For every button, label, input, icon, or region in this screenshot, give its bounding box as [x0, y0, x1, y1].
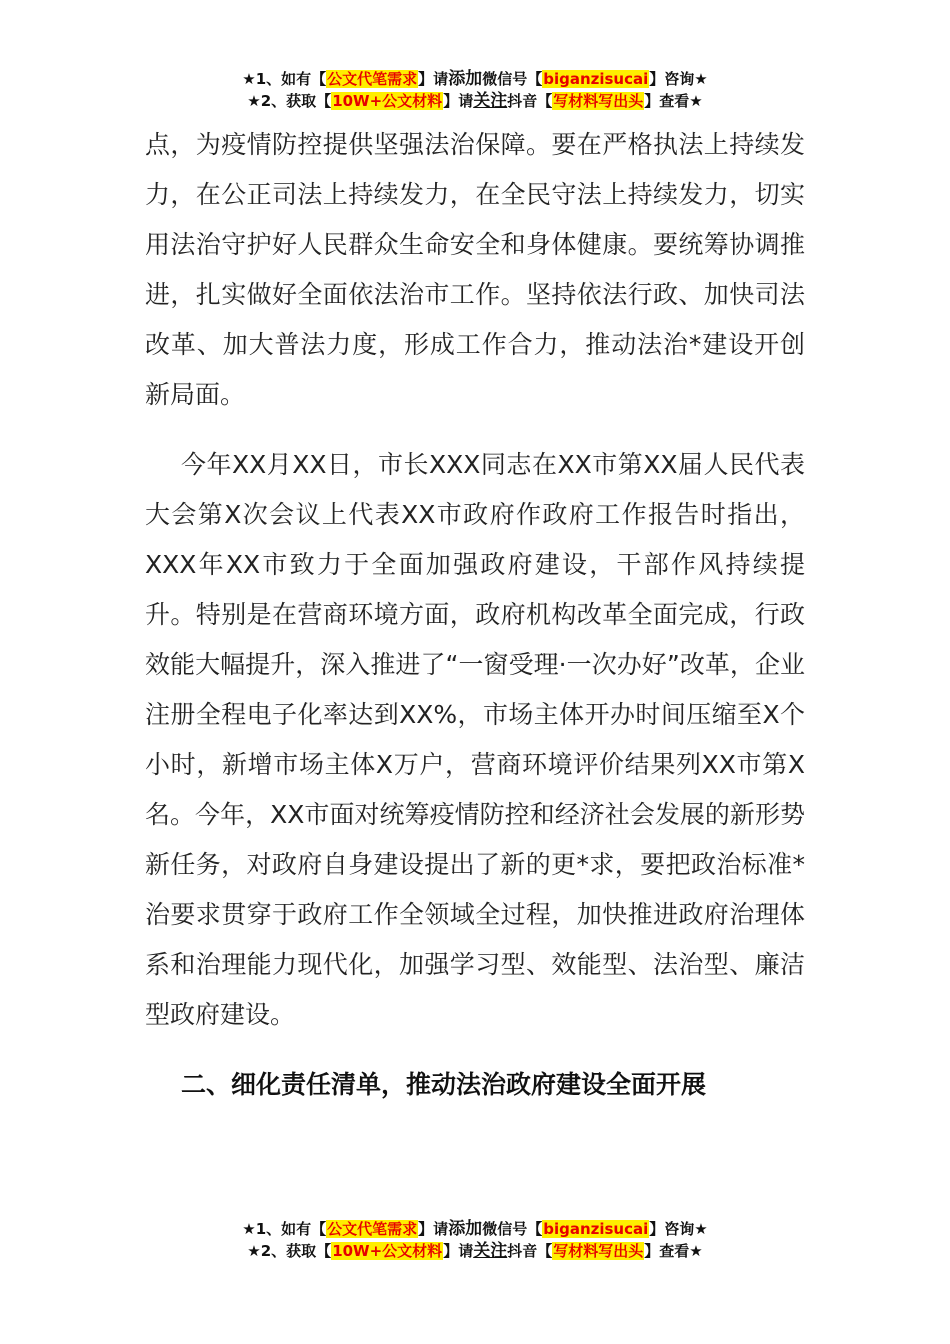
banner-emphasis: 添加	[448, 1219, 483, 1239]
banner-highlight: 10W+公文材料	[332, 1242, 443, 1260]
document-body	[145, 120, 805, 1110]
paragraph-1: 点，为疫情防控提供坚强法治保障。要在严格执法上持续发力，在公正司法上持续发力，在全民守法上持续发力，切实用法治守护好人民群众生命安全和身体健康。要统筹协调推进，扎实做好全面依法治市工作。坚持依法行政、加快司法改革、加大普法力度，形成工作合力，推动法治*建设开创新局面。	[145, 130, 805, 409]
banner-text: 】请	[418, 1220, 449, 1238]
banner-text: ★2、获取【	[247, 92, 332, 110]
banner-highlight: biganzisucai	[543, 70, 649, 88]
paragraph-gap	[145, 1040, 805, 1060]
banner-emphasis: 添加	[448, 69, 483, 89]
banner-text: 】查看★	[644, 92, 703, 110]
banner-line-2	[0, 1240, 950, 1262]
banner-text: 微信号【	[482, 70, 543, 88]
banner-line-2	[0, 90, 950, 112]
banner-text: ★2、获取【	[247, 1242, 332, 1260]
paragraph-gap	[145, 420, 805, 440]
banner-highlight: 写材料写出头	[553, 92, 644, 110]
banner-highlight: 写材料写出头	[553, 1242, 644, 1260]
banner-text: ★1、如有【	[242, 70, 327, 88]
banner-text: 】请	[443, 92, 474, 110]
banner-text: 抖音【	[507, 1242, 553, 1260]
banner-text: ★1、如有【	[242, 1220, 327, 1238]
banner-emphasis: 关注	[473, 91, 508, 111]
banner-line-1	[0, 1218, 950, 1240]
banner-text: 】咨询★	[649, 1220, 708, 1238]
banner-text: 】查看★	[644, 1242, 703, 1260]
banner-emphasis: 关注	[473, 1241, 508, 1261]
paragraph-2: 今年XX月XX日，市长XXX同志在XX市第XX届人民代表大会第X次会议上代表XX市政府作政府工作报告时指出，XXX年XX市致力于全面加强政府建设，干部作风持续提升。特别是在营商环境方面，政府机构改革全面完成，行政效能大幅提升，深入推进了“一窗受理·一次办好”改革，企业注册全程电子化率达到XX%，市场主体开办时间压缩至X个小时，新增市场主体X万户，营商环境评价结果列XX市第X名。今年，XX市面对统筹疫情防控和经济社会发展的新形势新任务，对政府自身建设提出了新的更*求，要把政治标准*治要求贯穿于政府工作全领域全过程，加快推进政府治理体系和治理能力现代化，加强学习型、效能型、法治型、廉洁型政府建设。	[145, 450, 805, 1029]
footer-banner	[0, 1218, 950, 1262]
banner-text: 】请	[443, 1242, 474, 1260]
banner-highlight: 公文代笔需求	[327, 70, 418, 88]
header-banner	[0, 68, 950, 112]
banner-highlight: 公文代笔需求	[327, 1220, 418, 1238]
banner-text: 抖音【	[507, 92, 553, 110]
banner-text: 】咨询★	[649, 70, 708, 88]
banner-line-1	[0, 68, 950, 90]
banner-text: 微信号【	[482, 1220, 543, 1238]
banner-highlight: 10W+公文材料	[332, 92, 443, 110]
section-heading: 二、细化责任清单，推动法治政府建设全面开展	[181, 1070, 707, 1099]
banner-highlight: biganzisucai	[543, 1220, 649, 1238]
banner-text: 】请	[418, 70, 449, 88]
